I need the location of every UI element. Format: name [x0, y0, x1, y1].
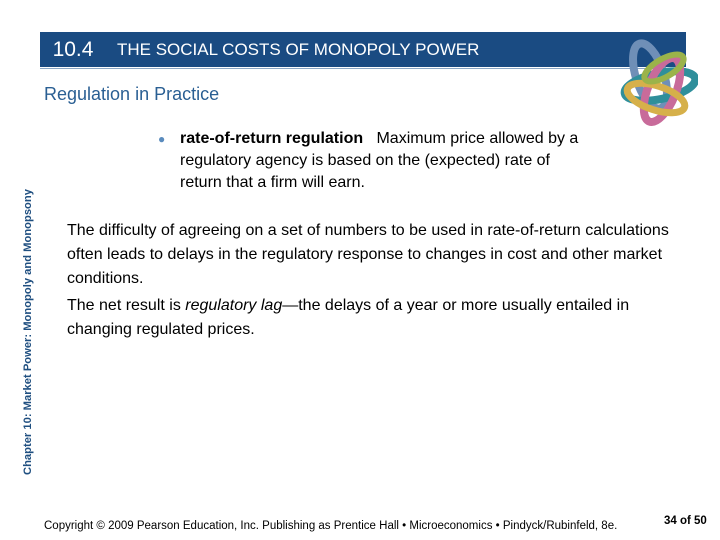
paragraph-lag-end: —the delays of a year or more usually entailed in changing regulated prices. [67, 297, 630, 338]
paragraph-regulatory-lag [67, 294, 697, 342]
bullet-dot-icon: ● [158, 132, 166, 146]
section-title: THE SOCIAL COSTS OF MONOPOLY POWER [117, 40, 480, 59]
bullet-definition: Maximum price allowed by a regulatory agency is based on the (expected) rate of return that a firm will earn. [180, 130, 579, 191]
footer-copyright: Copyright © 2009 Pearson Education, Inc. Publishing as Prentice Hall • Microeconomics • Pindyck/Rubinfeld, 8e. [44, 520, 618, 532]
interlocking-rings-icon [612, 28, 698, 138]
definition-bullet [160, 128, 590, 194]
paragraph-lag-start: The net result is [67, 297, 186, 314]
section-number: 10.4 [40, 32, 106, 67]
paragraph-difficulty: The difficulty of agreeing on a set of numbers to be used in rate-of-return calculations often leads to delays in the regulatory response to changes in cost and other market conditions. [67, 222, 669, 287]
chapter-side-label: Chapter 10: Market Power: Monopoly and Monopsony [22, 189, 34, 475]
bullet-text [160, 128, 590, 194]
bullet-term: rate-of-return regulation [180, 130, 364, 147]
regulatory-lag-term: regulatory lag [185, 297, 283, 314]
header-bar [40, 32, 686, 67]
page-number: 34 of 50 [664, 515, 707, 527]
slide-subtitle: Regulation in Practice [44, 84, 220, 104]
